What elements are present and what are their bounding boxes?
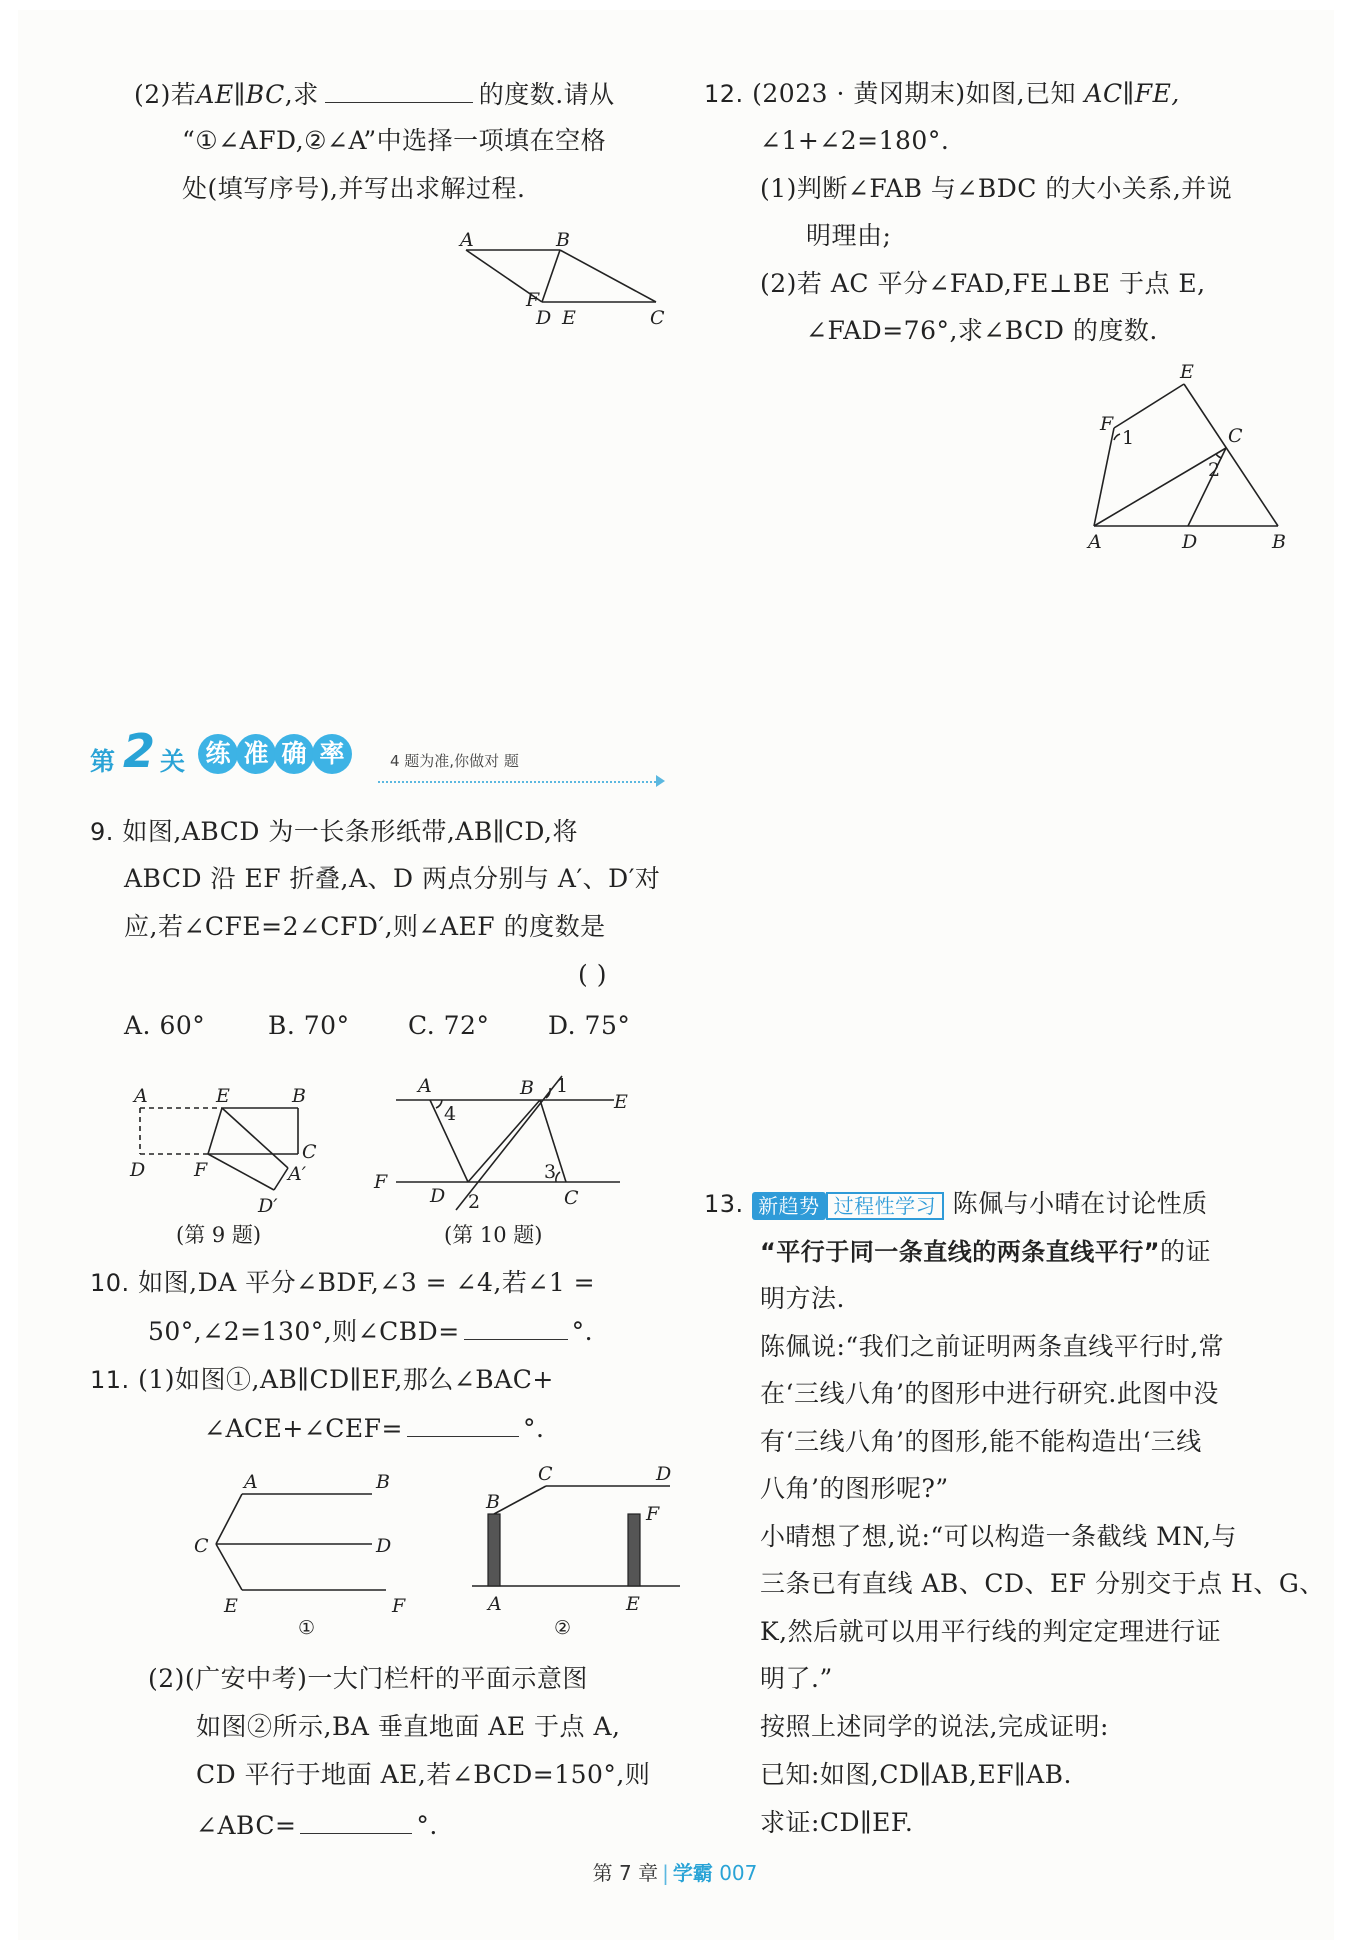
fig-label: D′: [258, 1195, 278, 1217]
section-bubble: 率: [312, 734, 352, 774]
process-learning-badge: 过程性学习: [826, 1192, 945, 1220]
answer-blank[interactable]: [300, 1808, 412, 1834]
q13-line-2: [760, 1235, 1211, 1269]
page-footer: [0, 1857, 1350, 1886]
q12-line-4: 明理由;: [806, 221, 892, 250]
fig-caption: ②: [554, 1617, 572, 1638]
q8-line-2: “①∠AFD,②∠A”中选择一项填在空格: [182, 126, 607, 155]
fig-label: F: [526, 289, 540, 311]
q10-caption: (第 10 题): [444, 1223, 543, 1247]
q8-line-3: 处(填写序号),并写出求解过程.: [182, 174, 526, 203]
fig-label: 4: [444, 1103, 457, 1125]
q10-line-2: [148, 1314, 593, 1349]
q13-line-5: 在‘三线八角’的图形中进行研究.此图中没: [760, 1379, 1219, 1408]
q11-text: ∠ACE+∠CEF=: [204, 1414, 403, 1443]
fig-label: C: [564, 1187, 579, 1209]
fig-label: E: [626, 1593, 640, 1615]
gate-post-right: [628, 1514, 640, 1586]
answer-paren[interactable]: ( ): [578, 960, 607, 989]
q13-line-1: [704, 1187, 1208, 1221]
q11-line-5: CD 平行于地面 AE,若∠BCD=150°,则: [196, 1760, 651, 1789]
option-b[interactable]: B. 70°: [268, 1011, 350, 1040]
fig-label: D: [656, 1463, 672, 1485]
q13-line-11: 明了.”: [760, 1664, 833, 1693]
fig-label: D: [1182, 531, 1198, 553]
q13-property: “平行于同一条直线的两条直线平行”: [760, 1238, 1161, 1266]
q11-figure-2: [470, 1458, 690, 1638]
q13-text: 陈佩与小晴在讨论性质: [952, 1189, 1208, 1218]
fig-label: A: [244, 1471, 258, 1493]
new-trend-badge: 新趋势: [752, 1192, 826, 1220]
q8-line-1: [134, 77, 615, 112]
fig-caption: ①: [298, 1617, 316, 1638]
fig-label: 2: [1208, 459, 1221, 481]
q10-text: 50°,∠2=130°,则∠CBD=: [148, 1317, 460, 1346]
q9-line-2: ABCD 沿 EF 折叠,A、D 两点分别与 A′、D′对: [124, 864, 661, 893]
fig-label: D: [376, 1535, 392, 1557]
footer-separator: |: [662, 1861, 669, 1885]
option-d[interactable]: D. 75°: [548, 1011, 631, 1040]
q12-figure: [1080, 358, 1300, 558]
fig-label: E: [614, 1091, 628, 1113]
question-number: 11.: [90, 1366, 130, 1394]
section-bubble: 准: [236, 734, 276, 774]
fig-label: D: [430, 1185, 446, 1207]
fig-label: A: [460, 229, 474, 251]
option-c[interactable]: C. 72°: [408, 1011, 490, 1040]
footer-brand: 学霸: [672, 1861, 713, 1885]
fig-label: C: [650, 307, 665, 329]
q13-line-7: 八角’的图形呢?”: [760, 1474, 949, 1503]
q9-text: 如图,ABCD 为一长条形纸带,AB∥CD,将: [122, 817, 578, 846]
q12-line-6: ∠FAD=76°,求∠BCD 的度数.: [806, 316, 1158, 345]
q12-line-5: (2)若 AC 平分∠FAD,FE⊥BE 于点 E,: [760, 269, 1206, 298]
q13-line-9: 三条已有直线 AB、CD、EF 分别交于点 H、G、: [760, 1569, 1325, 1598]
gate-post-left: [488, 1514, 500, 1586]
fig-label: B: [292, 1085, 306, 1107]
q13-line-13: 已知:如图,CD∥AB,EF∥AB.: [760, 1760, 1072, 1789]
fig-label: B: [556, 229, 570, 251]
fig-label: 2: [468, 1191, 481, 1213]
section-bubble: 确: [274, 734, 314, 774]
fig-label: E: [1180, 361, 1194, 383]
section-note: 4 题为准,你做对 题: [390, 752, 519, 770]
fig-label: B: [1272, 531, 1286, 553]
fig-label: B: [486, 1491, 500, 1513]
section-prefix: 第: [90, 747, 116, 776]
fig-label: A: [418, 1075, 432, 1097]
option-a[interactable]: A. 60°: [124, 1011, 206, 1040]
q8-text: (2)若: [134, 80, 197, 109]
q13-line-6: 有‘三线八角’的图形,能不能构造出‘三线: [760, 1427, 1202, 1456]
fig-label: A′: [288, 1163, 307, 1185]
q9-caption: (第 9 题): [176, 1223, 262, 1247]
q11-line-1: [90, 1363, 554, 1397]
fig-label: F: [374, 1171, 388, 1193]
q10-line-1: [90, 1266, 595, 1300]
q12-line-2: ∠1+∠2=180°.: [760, 126, 950, 155]
fig-label: F: [392, 1595, 406, 1617]
fig-label: A: [1088, 531, 1102, 553]
fig-label: 1: [556, 1075, 569, 1097]
q8-text: ,求: [284, 80, 319, 109]
answer-blank[interactable]: [407, 1411, 519, 1437]
q11-line-6: [196, 1808, 438, 1843]
fig-label: E: [562, 307, 576, 329]
q8-text: 的度数.请从: [478, 80, 615, 109]
q12-line-3: (1)判断∠FAB 与∠BDC 的大小关系,并说: [760, 174, 1233, 203]
q13-line-14: 求证:CD∥EF.: [760, 1808, 914, 1837]
fig-label: D: [536, 307, 552, 329]
question-number: 10.: [90, 1269, 130, 1297]
fig-label: C: [538, 1463, 553, 1485]
q13-line-8: 小晴想了想,说:“可以构造一条截线 MN,与: [760, 1522, 1237, 1551]
q13-line-4: 陈佩说:“我们之前证明两条直线平行时,常: [760, 1332, 1225, 1361]
fig-label: F: [194, 1159, 208, 1181]
fig-label: D: [130, 1159, 146, 1181]
fig-label: F: [1100, 413, 1114, 435]
question-number: 13.: [704, 1190, 744, 1218]
fig-label: B: [520, 1077, 534, 1099]
answer-blank[interactable]: [325, 77, 473, 103]
section-number: 2: [123, 724, 156, 778]
fig-label: C: [1228, 425, 1243, 447]
q13-text: 的证: [1160, 1237, 1212, 1266]
q9-figure: [126, 1078, 336, 1218]
q11-line-4: 如图②所示,BA 垂直地面 AE 于点 A,: [196, 1712, 621, 1741]
q11-text: ∠ABC=: [196, 1811, 297, 1840]
q13-line-12: 按照上述同学的说法,完成证明:: [760, 1712, 1109, 1741]
fig-label: E: [224, 1595, 238, 1617]
q10-text: 如图,DA 平分∠BDF,∠3 = ∠4,若∠1 =: [138, 1268, 596, 1297]
q10-figure: [370, 1060, 640, 1220]
q11-text: °.: [416, 1811, 438, 1840]
q12-line-1: [704, 77, 1180, 111]
section-divider: [378, 781, 660, 783]
question-number: 12.: [704, 80, 744, 108]
q8-figure: [440, 222, 680, 332]
q11-line-2: [204, 1411, 544, 1446]
q12-math: AC∥FE,: [1084, 79, 1180, 108]
q9-line-3: 应,若∠CFE=2∠CFD′,则∠AEF 的度数是: [124, 912, 606, 941]
arrow-right-icon: [656, 775, 665, 787]
q11-line-3: (2)(广安中考)一大门栏杆的平面示意图: [148, 1664, 588, 1693]
q11-text: (1)如图①,AB∥CD∥EF,那么∠BAC+: [138, 1365, 554, 1394]
fig-label: C: [302, 1141, 317, 1163]
q10-text: °.: [571, 1317, 594, 1346]
footer-chapter: 第 7 章: [592, 1861, 659, 1885]
answer-blank[interactable]: [464, 1314, 568, 1340]
q11-figure-1: [186, 1458, 416, 1638]
q9-line-1: [90, 815, 578, 849]
q13-line-3: 明方法.: [760, 1284, 845, 1313]
fig-label: B: [376, 1471, 390, 1493]
q11-text: °.: [522, 1414, 545, 1443]
q12-text: (2023 · 黄冈期末)如图,已知: [752, 79, 1077, 108]
fig-label: C: [194, 1535, 209, 1557]
fig-label: E: [216, 1085, 230, 1107]
fig-label: A: [134, 1085, 148, 1107]
section-bubble: 练: [198, 734, 238, 774]
fig-label: 1: [1122, 427, 1135, 449]
fig-label: F: [646, 1503, 660, 1525]
q13-line-10: K,然后就可以用平行线的判定定理进行证: [760, 1617, 1222, 1646]
fig-label: A: [488, 1593, 502, 1615]
q8-math: AE∥BC: [196, 80, 285, 109]
page-number: 007: [719, 1861, 758, 1885]
fig-label: 3: [544, 1161, 557, 1183]
question-number: 9.: [90, 818, 114, 846]
section-suffix: 关: [160, 747, 186, 776]
